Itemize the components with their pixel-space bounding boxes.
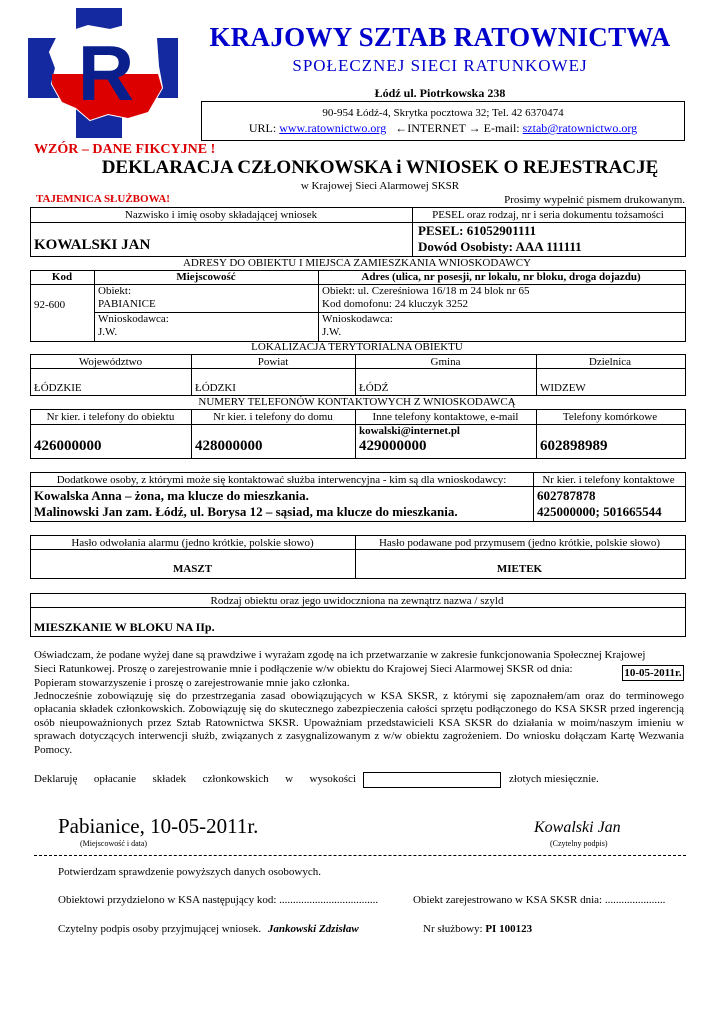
applicant-city: J.W.	[98, 326, 118, 338]
other-phone-value: 429000000	[359, 438, 427, 454]
applicant-label: Wnioskodawca:	[98, 313, 169, 325]
receiver-name: Jankowski Zdzisław	[267, 923, 359, 935]
id-doc-value: Dowód Osobisty: AAA 111111	[418, 239, 582, 254]
applicant-name: KOWALSKI JAN	[34, 237, 151, 253]
place-date-caption: (Miejscowość i data)	[80, 839, 148, 848]
extra-persons-label: Dodatkowe osoby, z którymi może się kontaktować służba interwencyjna - kim są dla wnioskodawcy:	[56, 474, 507, 486]
separator	[34, 855, 686, 856]
object-phone-value: 426000000	[34, 438, 102, 454]
cancel-password-label: Hasło odwołania alarmu (jedno krótkie, polskie słowo)	[71, 537, 314, 549]
extra-person-1: Kowalska Anna – żona, ma klucze do mieszkania.	[34, 488, 309, 503]
duress-password-value: MIETEK	[496, 563, 543, 575]
sample-note: WZÓR – DANE FIKCYJNE !	[34, 142, 216, 157]
col-commune: Gmina	[430, 356, 461, 368]
object-intercom: Kod domofonu: 24 kluczyk 3252	[322, 298, 469, 310]
logo-icon	[28, 8, 178, 138]
extra-phone-2: 425000000; 501665544	[537, 504, 662, 519]
district-value: WIDZEW	[540, 382, 586, 394]
email-value: kowalski@internet.pl	[359, 425, 460, 437]
home-phone-value: 428000000	[195, 438, 263, 454]
phones-title: NUMERY TELEFONÓW KONTAKTOWYCH Z WNIOSKODAWCĄ	[198, 396, 516, 408]
office-line-3: Obiekt zarejestrowano w KSA SKSR dnia: ......................	[413, 894, 666, 906]
fee-suffix: złotych miesięcznie.	[509, 773, 599, 785]
col-city: Miejscowość	[176, 271, 236, 283]
applicant-addr-label: Wnioskodawca:	[322, 313, 393, 325]
name-label: Nazwisko i imię osoby składającej wniosek	[124, 209, 318, 221]
col-home-phone: Nr kier. i telefony do domu	[213, 411, 333, 423]
office-line-1: Potwierdzam sprawdzenie powyższych danych osobowych.	[58, 866, 322, 878]
object-type-value: MIESZKANIE W BLOKU NA IIp.	[34, 620, 215, 634]
extra-phone-1: 602787878	[537, 488, 596, 503]
col-other-phone: Inne telefony kontaktowe, e-mail	[372, 411, 519, 423]
addresses-title: ADRESY DO OBIEKTU I MIEJSCA ZAMIESZKANIA WNIOSKODAWCY	[182, 257, 532, 269]
object-address: Obiekt: ul. Czereśniowa 16/18 m 24 blok nr 65	[322, 285, 530, 297]
signature-name: Kowalski Jan	[534, 819, 621, 836]
org-title: KRAJOWY SZTAB RATOWNICTWA	[209, 22, 671, 52]
contact-links	[202, 121, 684, 136]
object-type-label: Rodzaj obiektu oraz jego uwidoczniona na zewnątrz nazwa / szyld	[210, 595, 504, 607]
postal-code: 92-600	[34, 299, 66, 311]
internet-label: ←INTERNET → E-mail:	[395, 121, 520, 135]
service-number	[423, 923, 532, 935]
col-address: Adres (ulica, nr posesji, nr lokalu, nr bloku, droga dojazdu)	[361, 271, 641, 283]
declaration-p1b: Sieci Ratunkowej. Proszę o zarejestrowanie mnie i podłączenie w/w obiektu do Krajowej Sieci Alarmowej SKSR od dnia:	[34, 663, 573, 675]
form-subheading: w Krajowej Sieci Alarmowej SKSR	[300, 180, 460, 192]
service-label: Nr służbowy:	[423, 923, 483, 935]
col-voivodeship: Województwo	[78, 356, 143, 368]
applicant-addr: J.W.	[322, 326, 342, 338]
declaration-p2: Jednocześnie zobowiązuję się do przestrzegania zasad obowiązujących w KSA SKSR, z którymi się zapoznałem/am oraz do terminowego opłacania składek członkowskich. Zobowiązuję się do skutecznego zabezpieczenia całości sprzętu podłączonego do KSA SKSR przed ingerencją osób nieupoważnionych przez Sztab Ratownictwa SKSR. Upoważniam przedstawicieli KSA SKSR do działania w moim/naszym imieniu w sprawach dotyczących interwencji służb, związanych z zasygnalizowanym z w/w obiektu zagrożeniem. Do wniosku dołączam Kartę Wezwania Pomocy.	[34, 690, 684, 756]
pesel-label: PESEL oraz rodzaj, nr i seria dokumentu tożsamości	[432, 209, 664, 221]
fee-label: Deklaruję opłacanie składek członkowskich w wysokości	[34, 773, 356, 785]
org-address: Łódź ul. Piotrkowska 238	[374, 86, 506, 100]
col-mobile: Telefony komórkowe	[562, 411, 658, 423]
extra-phone-label: Nr kier. i telefony kontaktowe	[542, 474, 675, 486]
url-prefix: URL:	[248, 121, 277, 135]
receiver-label: Czytelny podpis osoby przyjmującej wniosek.	[58, 923, 262, 935]
declaration-p1c: Popieram stowarzyszenie i proszę o zarejestrowanie mnie jako członka.	[34, 677, 350, 689]
col-object-phone: Nr kier. i telefony do obiektu	[46, 411, 175, 423]
voivodeship-value: ŁÓDZKIE	[34, 382, 82, 394]
county-value: ŁÓDZKI	[195, 382, 236, 394]
contact-box	[201, 101, 685, 141]
location-title: LOKALIZACJA TERYTORIALNA OBIEKTU	[251, 341, 463, 353]
cancel-password-value: MASZT	[172, 563, 213, 575]
fee-input[interactable]	[363, 772, 501, 788]
col-kod: Kod	[51, 271, 73, 283]
duress-password-label: Hasło podawane pod przymusem (jedno krótkie, polskie słowo)	[378, 537, 661, 549]
form-heading: DEKLARACJA CZŁONKOWSKA i WNIOSEK O REJESTRACJĘ	[101, 157, 659, 178]
email-link[interactable]: sztab@ratownictwo.org	[522, 121, 638, 135]
commune-value: ŁÓDŹ	[359, 382, 389, 394]
secret-note: TAJEMNICA SŁUŻBOWA!	[36, 193, 170, 205]
object-city: PABIANICE	[98, 298, 156, 310]
col-district: Dzielnica	[588, 356, 632, 368]
pesel-value: PESEL: 61052901111	[418, 223, 537, 238]
place-date: Pabianice, 10-05-2011r.	[58, 814, 259, 838]
extra-person-2: Malinowski Jan zam. Łódź, ul. Borysa 12 – sąsiad, ma klucze do mieszkania.	[34, 504, 458, 519]
declaration-p1a: Oświadczam, że podane wyżej dane są prawdziwe i wyrażam zgodę na ich przetwarzanie w zakresie funkcjonowania Społecznej Krajowej	[34, 649, 646, 661]
office-line-2: Obiektowi przydzielono w KSA następujący kod: ....................................	[58, 894, 379, 906]
service-value: PI 100123	[485, 923, 533, 935]
col-county: Powiat	[257, 356, 289, 368]
contact-line: 90-954 Łódź-4, Skrytka pocztowa 32; Tel. 42 6370474	[322, 107, 564, 119]
object-label: Obiekt:	[98, 285, 131, 297]
mobile-value: 602898989	[540, 438, 608, 454]
office-line-4	[58, 923, 359, 935]
url-link[interactable]: www.ratownictwo.org	[279, 121, 387, 135]
signature-caption: (Czytelny podpis)	[550, 839, 608, 848]
print-note: Prosimy wypełnić pismem drukowanym.	[504, 194, 685, 206]
svg-text:R: R	[77, 29, 135, 117]
org-subtitle: SPOŁECZNEJ SIECI RATUNKOWEJ	[292, 56, 588, 75]
start-date-box: 10-05-2011r.	[622, 665, 684, 681]
